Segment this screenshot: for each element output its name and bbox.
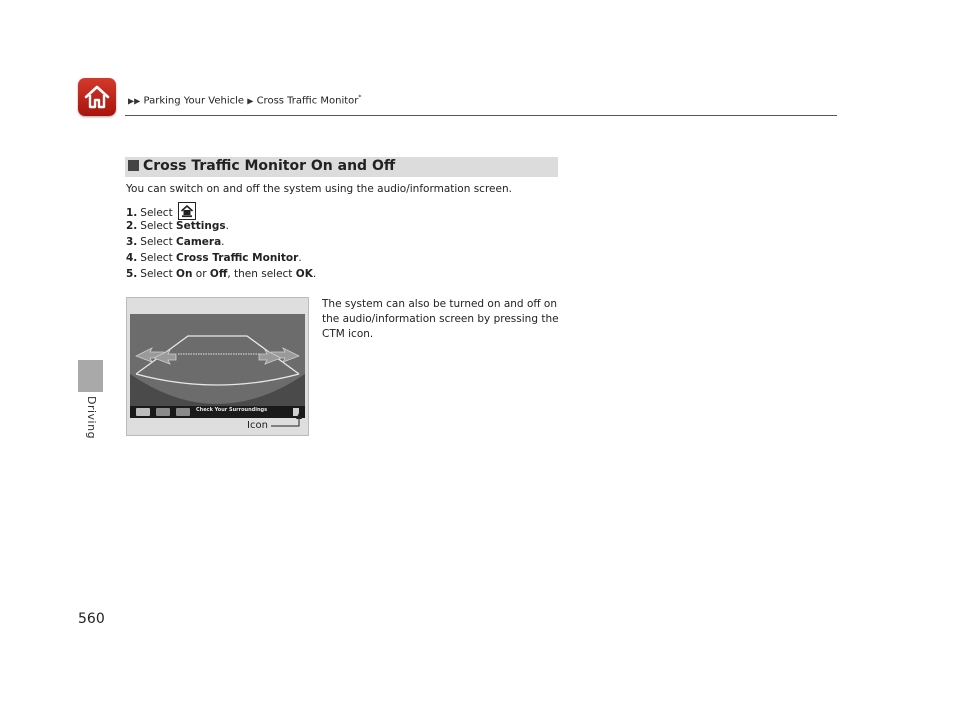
section-title-text: Cross Traffic Monitor On and Off — [143, 158, 396, 174]
step-3: 3. Select Camera. — [126, 236, 225, 248]
step-5: 5. Select On or Off, then select OK. — [126, 268, 317, 280]
cross-traffic-monitor-option: Cross Traffic Monitor — [176, 252, 299, 264]
breadcrumb-arrow-icon: ▶ — [247, 96, 254, 106]
section-title — [128, 158, 395, 174]
square-bullet-icon — [128, 160, 139, 171]
on-option: On — [176, 268, 193, 280]
breadcrumb-item-parking[interactable]: Parking Your Vehicle — [143, 95, 245, 107]
home-icon — [83, 83, 111, 111]
step-4: 4. Select Cross Traffic Monitor. — [126, 252, 302, 264]
option-mark: * — [358, 94, 362, 101]
ok-option: OK — [295, 268, 313, 280]
page-number: 560 — [78, 611, 105, 627]
breadcrumb-arrow-icon: ▶▶ — [128, 96, 141, 106]
step-2: 2. Select Settings. — [126, 220, 229, 232]
icon-leader-line — [127, 298, 308, 435]
camera-option: Camera — [176, 236, 222, 248]
camera-screen-figure — [126, 297, 309, 436]
header-divider — [125, 115, 837, 116]
chapter-label: Driving — [85, 396, 98, 440]
settings-option: Settings — [176, 220, 226, 232]
icon-label: Icon — [247, 420, 268, 431]
intro-text: You can switch on and off the system using the audio/information screen. — [126, 183, 512, 195]
breadcrumb — [128, 94, 361, 106]
home-tile[interactable] — [78, 78, 116, 116]
step-list — [126, 202, 316, 282]
step-1: 1. Select — [126, 202, 316, 218]
side-note: The system can also be turned on and off on the audio/information screen by pressing the CTM icon. — [322, 298, 559, 340]
off-option: Off — [209, 268, 228, 280]
status-message: Check Your Surroundings — [196, 407, 268, 413]
chapter-tab — [78, 360, 103, 392]
breadcrumb-item-cross-traffic[interactable]: Cross Traffic Monitor — [256, 95, 359, 107]
home-button-icon — [178, 202, 196, 220]
